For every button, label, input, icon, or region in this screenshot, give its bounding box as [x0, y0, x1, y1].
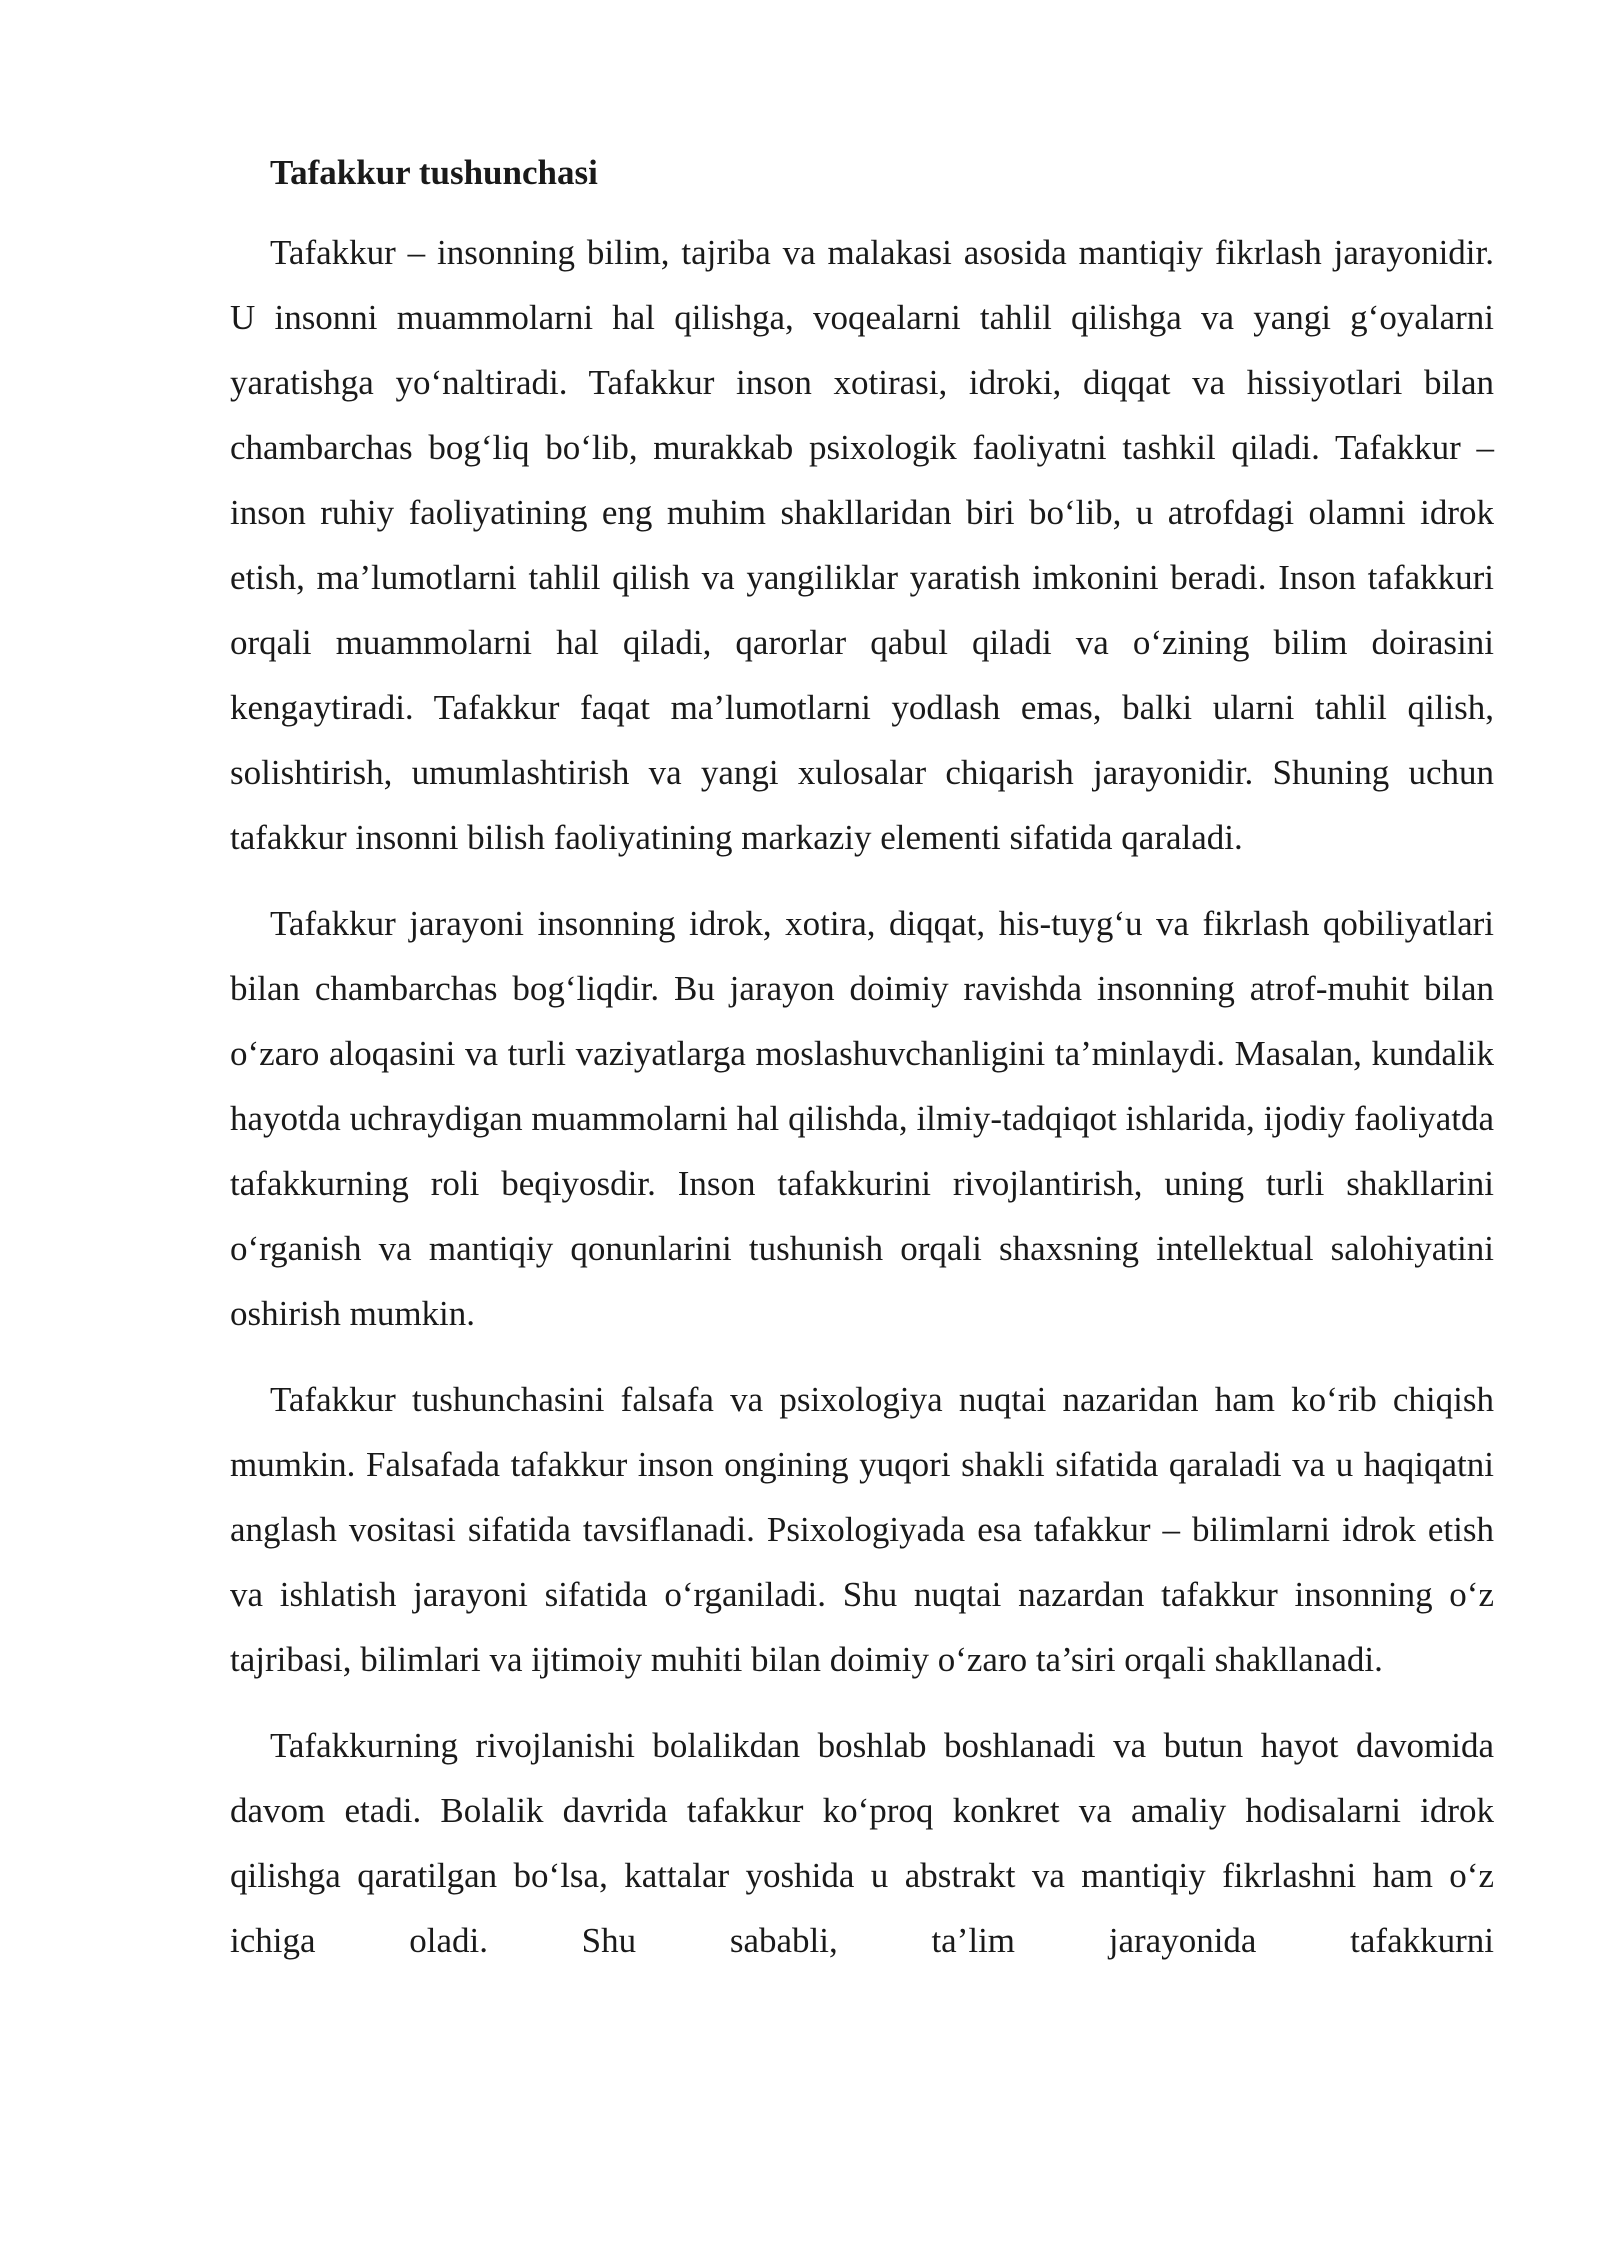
paragraph-2: Tafakkur jarayoni insonning idrok, xotira, diqqat, his-tuyg‘u va fikrlash qobiliyatlari bilan chambarchas bog‘liqdir. Bu jarayon doimiy ravishda insonning atrof-muhit bilan o‘zaro aloqasini va turli vaziyatlarga moslashuvchanligini ta’minlaydi. Masalan, kundalik hayotda uchraydigan muammolarni hal qilishda, ilmiy-tadqiqot ishlarida, ijodiy faoliyatda tafakkurning roli beqiyosdir. Inson tafakkurini rivojlantirish, uning turli shakllarini o‘rganish va mantiqiy qonunlarini tushunish orqali shaxsning intellektual salohiyatini oshirish mumkin.: [230, 904, 1494, 1333]
paragraph-4: Tafakkurning rivojlanishi bolalikdan boshlab boshlanadi va butun hayot davomida davom etadi. Bolalik davrida tafakkur ko‘proq konkret va amaliy hodisalarni idrok qilishga qaratilgan bo‘lsa, kattalar yoshida u abstrakt va mantiqiy fikrlashni ham o‘z ichiga oladi. Shu sababli, ta’lim jarayonida tafakkurni: [230, 1726, 1494, 1960]
paragraph-1: Tafakkur – insonning bilim, tajriba va malakasi asosida mantiqiy fikrlash jarayonidir. U insonni muammolarni hal qilishga, voqealarni tahlil qilishga va yangi g‘oyalarni yaratishga yo‘naltiradi. Tafakkur inson xotirasi, idroki, diqqat va hissiyotlari bilan chambarchas bog‘liq bo‘lib, murakkab psixologik faoliyatni tashkil qiladi. Tafakkur – inson ruhiy faoliyatining eng muhim shakllaridan biri bo‘lib, u atrofdagi olamni idrok etish, ma’lumotlarni tahlil qilish va yangiliklar yaratish imkonini beradi. Inson tafakkuri orqali muammolarni hal qiladi, qarorlar qabul qiladi va o‘zining bilim doirasini kengaytiradi. Tafakkur faqat ma’lumotlarni yodlash emas, balki ularni tahlil qilish, solishtirish, umumlashtirish va yangi xulosalar chiqarish jarayonidir. Shuning uchun tafakkur insonni bilish faoliyatining markaziy elementi sifatida qaraladi.: [230, 233, 1494, 857]
document-page: [230, 148, 1494, 1994]
section-heading: Tafakkur tushunchasi: [270, 153, 598, 192]
paragraph-3: Tafakkur tushunchasini falsafa va psixologiya nuqtai nazaridan ham ko‘rib chiqish mumkin. Falsafada tafakkur inson ongining yuqori shakli sifatida qaraladi va u haqiqatni anglash vositasi sifatida tavsiflanadi. Psixologiyada esa tafakkur – bilimlarni idrok etish va ishlatish jarayoni sifatida o‘rganiladi. Shu nuqtai nazardan tafakkur insonning o‘z tajribasi, bilimlari va ijtimoiy muhiti bilan doimiy o‘zaro ta’siri orqali shakllanadi.: [230, 1380, 1494, 1679]
